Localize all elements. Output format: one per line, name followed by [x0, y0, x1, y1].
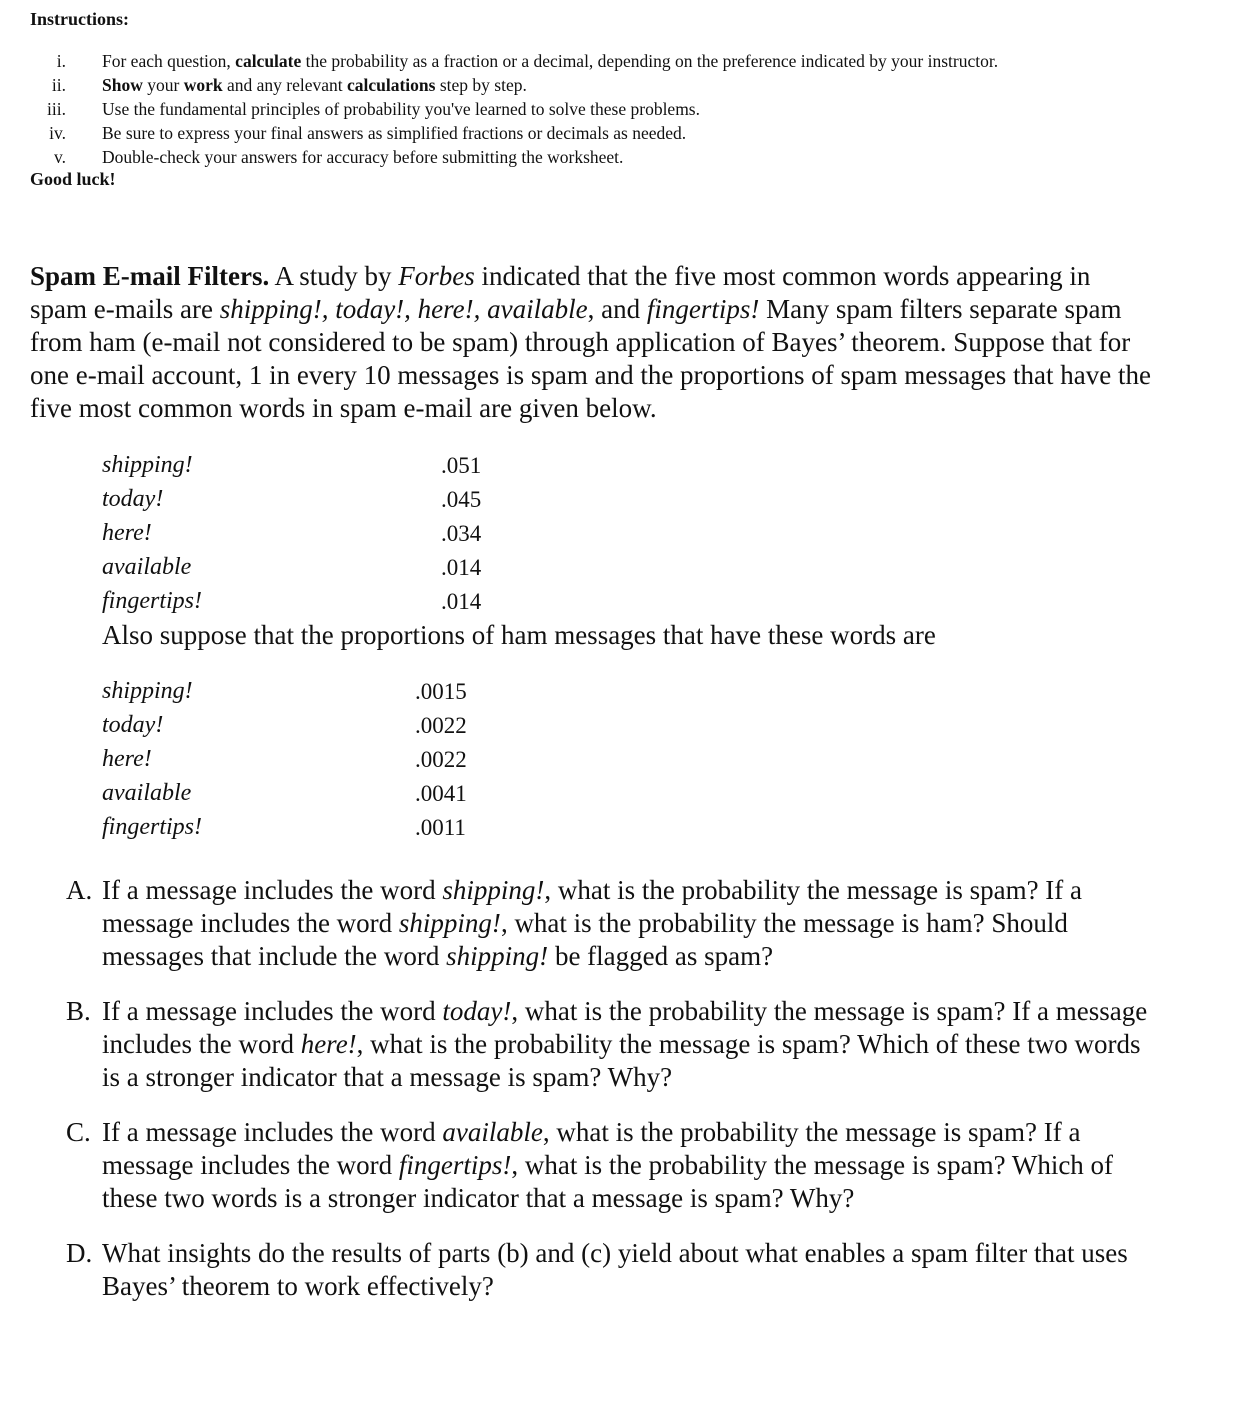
question-b-line: is a stronger indicator that a message is spam? Why?	[102, 1062, 673, 1092]
instruction-number: v.	[54, 147, 66, 167]
ham-table-word: available	[102, 780, 192, 806]
spam-table-value: .045	[441, 487, 482, 512]
problem-intro-line: Spam E-mail Filters. A study by Forbes indicated that the five most common words appearing in	[30, 261, 1091, 291]
good-luck-text: Good luck!	[30, 169, 116, 189]
problem-intro-line: one e-mail account, 1 in every 10 messages is spam and the proportions of spam messages that have the	[30, 360, 1151, 390]
question-b-line: includes the word here!, what is the probability the message is spam? Which of these two words	[102, 1029, 1141, 1059]
question-c-line: If a message includes the word available, what is the probability the message is spam? If a	[102, 1117, 1081, 1147]
ham-table-word: here!	[102, 746, 152, 772]
ham-table-word: today!	[102, 712, 164, 738]
problem-intro-line: spam e-mails are shipping!, today!, here!, available, and fingertips! Many spam filters separate spam	[30, 294, 1122, 324]
instruction-item: Be sure to express your final answers as simplified fractions or decimals as needed.	[102, 123, 687, 143]
question-b-line: If a message includes the word today!, what is the probability the message is spam? If a message	[102, 996, 1148, 1026]
question-d-line: What insights do the results of parts (b) and (c) yield about what enables a spam filter that uses	[102, 1238, 1128, 1268]
instruction-number: ii.	[51, 75, 66, 95]
question-d-letter: D.	[66, 1238, 93, 1268]
question-b-letter: B.	[66, 996, 91, 1026]
question-a-line: messages that include the word shipping! be flagged as spam?	[102, 941, 774, 971]
instruction-number: iii.	[47, 99, 66, 119]
spam-table-value: .014	[441, 555, 482, 580]
question-a-line: If a message includes the word shipping!, what is the probability the message is spam? If a	[102, 875, 1083, 905]
question-d-line: Bayes’ theorem to work effectively?	[102, 1271, 494, 1301]
ham-table-word: shipping!	[102, 678, 193, 704]
ham-table-value: .0011	[415, 815, 466, 840]
question-c-line: message includes the word fingertips!, what is the probability the message is spam? Which of	[102, 1150, 1114, 1180]
spam-table-word: available	[102, 554, 192, 580]
spam-table-word: shipping!	[102, 452, 193, 478]
ham-table-word: fingertips!	[102, 814, 202, 840]
spam-table-word: fingertips!	[102, 588, 202, 614]
spam-table-word: today!	[102, 486, 164, 512]
spam-table-value: .014	[441, 589, 482, 614]
instruction-item: For each question, calculate the probability as a fraction or a decimal, depending on the preference indicated by your instructor.	[102, 51, 999, 71]
spam-table-value: .051	[441, 453, 482, 478]
question-c-letter: C.	[66, 1117, 91, 1147]
problem-intro-line: five most common words in spam e-mail are given below.	[30, 393, 657, 423]
ham-intro-line: Also suppose that the proportions of ham messages that have these words are	[102, 620, 936, 650]
instruction-number: iv.	[49, 123, 66, 143]
question-a-letter: A.	[66, 875, 93, 905]
question-a-line: message includes the word shipping!, what is the probability the message is ham? Should	[102, 908, 1068, 938]
ham-table-value: .0041	[415, 781, 467, 806]
ham-table-value: .0022	[415, 713, 467, 738]
question-c-line: these two words is a stronger indicator that a message is spam? Why?	[102, 1183, 855, 1213]
instructions-heading: Instructions:	[30, 9, 130, 29]
instruction-item: Use the fundamental principles of probability you've learned to solve these problems.	[102, 99, 700, 119]
instruction-number: i.	[56, 51, 66, 71]
ham-table-value: .0015	[415, 679, 467, 704]
instruction-item: Double-check your answers for accuracy before submitting the worksheet.	[102, 147, 624, 167]
instruction-item: Show your work and any relevant calculations step by step.	[102, 75, 527, 95]
problem-title: Spam E-mail Filters.	[30, 261, 270, 291]
spam-table-value: .034	[441, 521, 482, 546]
problem-intro-line: from ham (e-mail not considered to be spam) through application of Bayes’ theorem. Suppose that for	[30, 327, 1131, 357]
spam-table-word: here!	[102, 520, 152, 546]
ham-table-value: .0022	[415, 747, 467, 772]
